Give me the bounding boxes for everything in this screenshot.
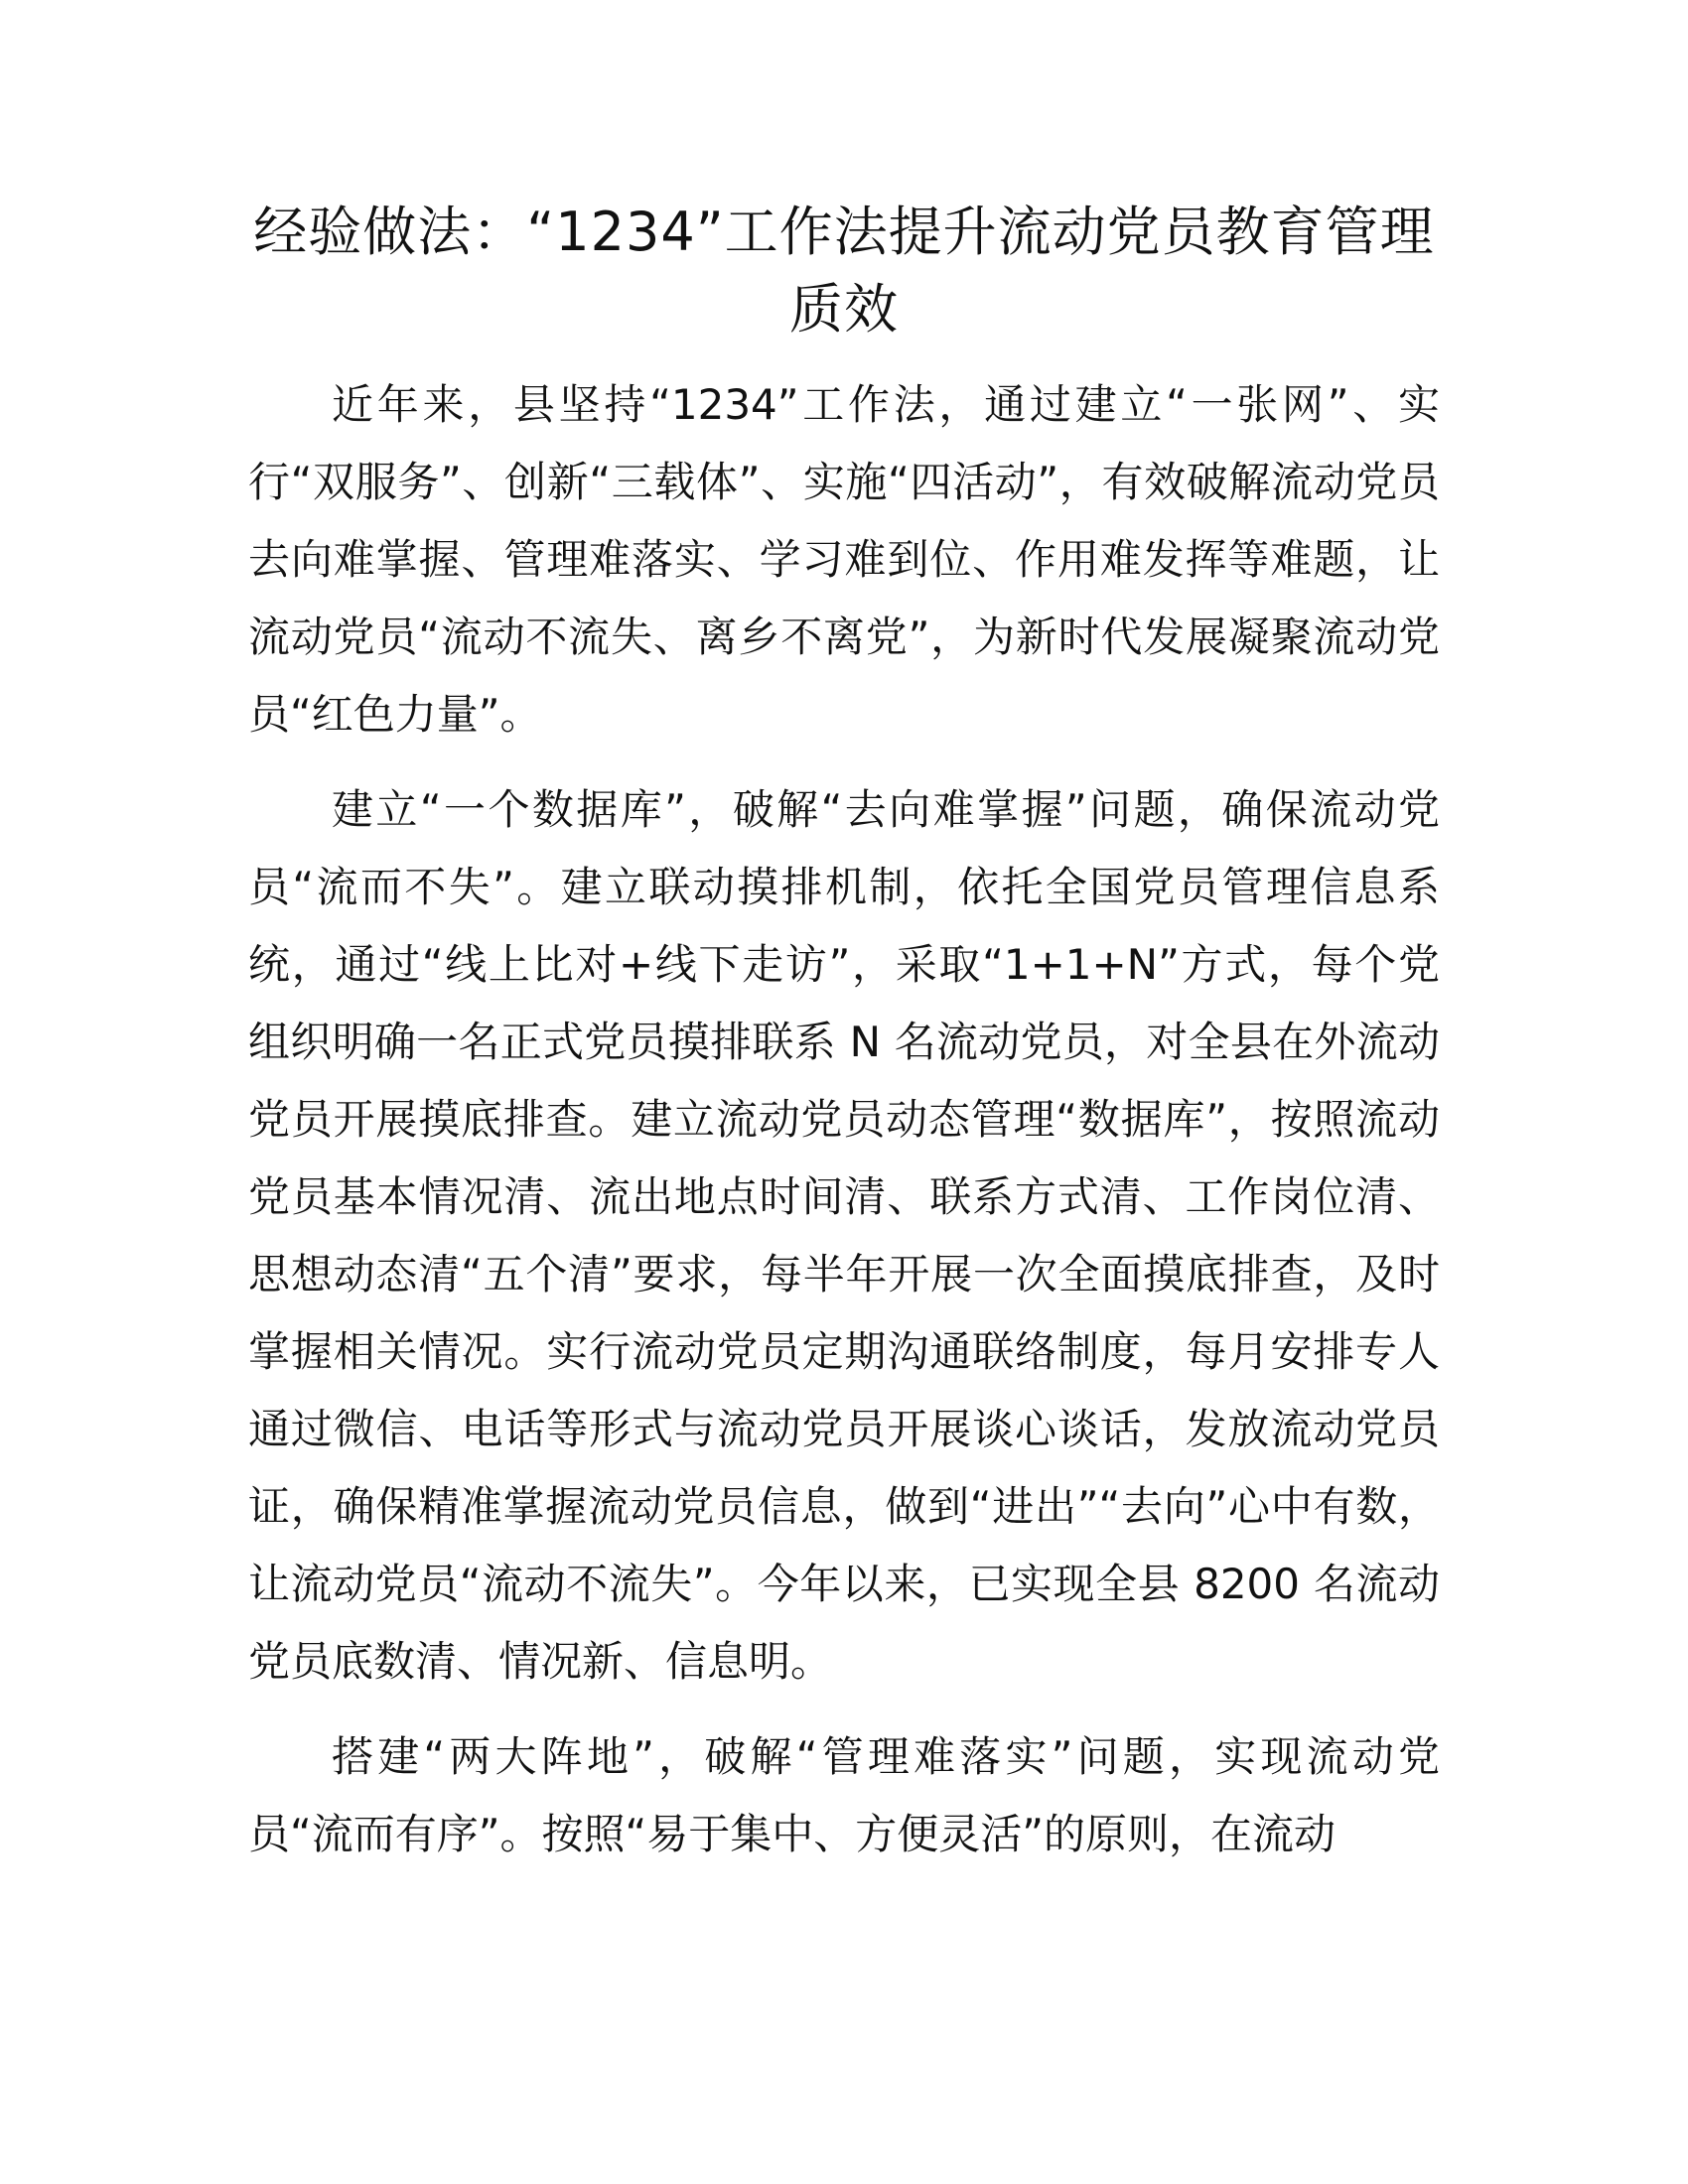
paragraph-database: 建立“一个数据库”，破解“去向难掌握”问题，确保流动党员“流而不失”。建立联动摸排机制，依托全国党员管理信息系统，通过“线上比对+线下走访”，采取“1+1+N”方式，每个党组织明确一名正式党员摸排联系 N 名流动党员，对全县在外流动党员开展摸底排查。建立流动党员动态管理“数据库”，按照流动党员基本情况清、流出地点时间清、联系方式清、工作岗位清、思想动态清“五个清”要求，每半年开展一次全面摸底排查，及时掌握相关情况。实行流动党员定期沟通联络制度，每月安排专人通过微信、电话等形式与流动党员开展谈心谈话，发放流动党员证，确保精准掌握流动党员信息，做到“进出”“去向”心中有数，让流动党员“流动不流失”。今年以来，已实现全县 8200 名流动党员底数清、情况新、信息明。 <box>248 785 1440 1686</box>
document-page <box>248 194 1440 1891</box>
paragraph-intro: 近年来，县坚持“1234”工作法，通过建立“一张网”、实行“双服务”、创新“三载体”、实施“四活动”，有效破解流动党员去向难掌握、管理难落实、学习难到位、作用难发挥等难题，让流动党员“流动不流失、离乡不离党”，为新时代发展凝聚流动党员“红色力量”。 <box>248 380 1440 739</box>
paragraph-two-positions: 搭建“两大阵地”，破解“管理难落实”问题，实现流动党员“流而有序”。按照“易于集中、方便灵活”的原则，在流动 <box>248 1732 1440 1858</box>
document-title: 经验做法：“1234”工作法提升流动党员教育管理质效 <box>253 201 1435 341</box>
